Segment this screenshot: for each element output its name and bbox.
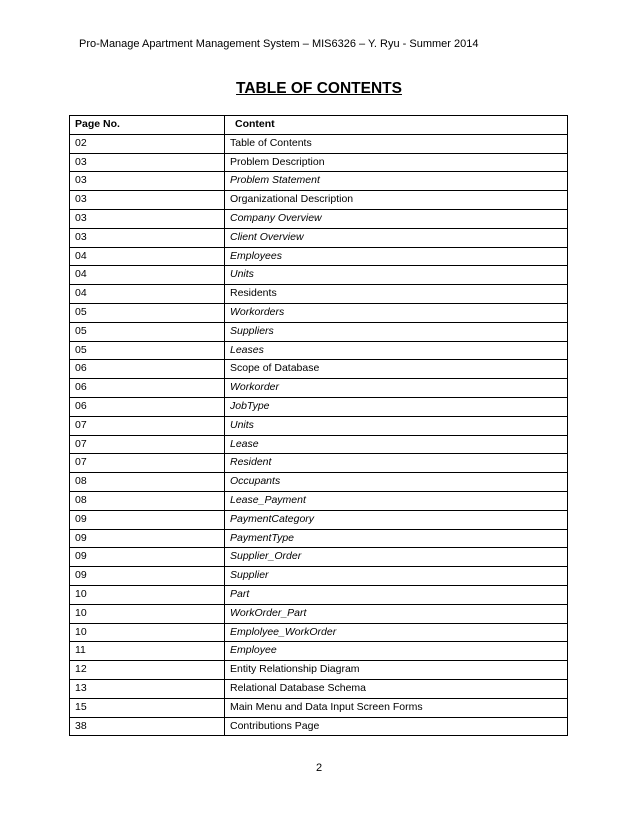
- page-number-cell: 38: [70, 717, 225, 736]
- document-header: Pro-Manage Apartment Management System – MIS6326 – Y. Ryu - Summer 2014: [79, 38, 479, 50]
- table-row: [70, 191, 568, 210]
- page-number-cell: 13: [70, 679, 225, 698]
- page-number-cell: 06: [70, 397, 225, 416]
- page-number-cell: 08: [70, 473, 225, 492]
- column-header-page: Page No.: [70, 116, 225, 135]
- table-row: [70, 360, 568, 379]
- page-number-cell: 03: [70, 172, 225, 191]
- page-number-cell: 09: [70, 510, 225, 529]
- content-cell: PaymentType: [225, 529, 568, 548]
- content-cell: WorkOrder_Part: [225, 604, 568, 623]
- table-row: [70, 473, 568, 492]
- content-cell: Company Overview: [225, 209, 568, 228]
- content-cell: Occupants: [225, 473, 568, 492]
- table-row: [70, 397, 568, 416]
- page-number-cell: 10: [70, 604, 225, 623]
- content-cell: Employees: [225, 247, 568, 266]
- content-cell: Problem Statement: [225, 172, 568, 191]
- content-cell: Main Menu and Data Input Screen Forms: [225, 698, 568, 717]
- content-cell: Part: [225, 585, 568, 604]
- content-cell: Workorders: [225, 303, 568, 322]
- table-row: [70, 172, 568, 191]
- content-cell: JobType: [225, 397, 568, 416]
- page-number-cell: 08: [70, 491, 225, 510]
- table-row: [70, 698, 568, 717]
- table-row: [70, 623, 568, 642]
- content-cell: Supplier_Order: [225, 548, 568, 567]
- table-row: [70, 322, 568, 341]
- table-row: [70, 510, 568, 529]
- page-number: 2: [315, 762, 323, 774]
- toc-table: [69, 115, 568, 736]
- content-cell: Entity Relationship Diagram: [225, 661, 568, 680]
- content-cell: Suppliers: [225, 322, 568, 341]
- page-number-cell: 02: [70, 134, 225, 153]
- table-row: [70, 717, 568, 736]
- table-row: [70, 585, 568, 604]
- page-number-cell: 09: [70, 567, 225, 586]
- content-cell: Contributions Page: [225, 717, 568, 736]
- table-row: [70, 679, 568, 698]
- table-row: [70, 642, 568, 661]
- content-cell: Emplolyee_WorkOrder: [225, 623, 568, 642]
- page-number-cell: 06: [70, 360, 225, 379]
- content-cell: Lease: [225, 435, 568, 454]
- page-number-cell: 07: [70, 435, 225, 454]
- table-row: [70, 228, 568, 247]
- content-cell: Relational Database Schema: [225, 679, 568, 698]
- content-cell: Organizational Description: [225, 191, 568, 210]
- table-row: [70, 567, 568, 586]
- page-number-cell: 03: [70, 228, 225, 247]
- page-number-cell: 11: [70, 642, 225, 661]
- table-row: [70, 529, 568, 548]
- table-row: [70, 661, 568, 680]
- table-row: [70, 134, 568, 153]
- page-number-cell: 15: [70, 698, 225, 717]
- content-cell: Workorder: [225, 379, 568, 398]
- content-cell: Employee: [225, 642, 568, 661]
- table-row: [70, 548, 568, 567]
- content-cell: Client Overview: [225, 228, 568, 247]
- page-number-cell: 05: [70, 303, 225, 322]
- page-title: TABLE OF CONTENTS: [236, 80, 402, 97]
- content-cell: Lease_Payment: [225, 491, 568, 510]
- page-number-cell: 05: [70, 341, 225, 360]
- table-row: [70, 435, 568, 454]
- content-cell: Resident: [225, 454, 568, 473]
- page-number-cell: 09: [70, 548, 225, 567]
- table-row: [70, 491, 568, 510]
- table-row: [70, 209, 568, 228]
- content-cell: Problem Description: [225, 153, 568, 172]
- table-row: [70, 341, 568, 360]
- content-cell: Scope of Database: [225, 360, 568, 379]
- page-number-cell: 04: [70, 266, 225, 285]
- content-cell: Table of Contents: [225, 134, 568, 153]
- table-row: [70, 247, 568, 266]
- page-number-cell: 07: [70, 416, 225, 435]
- table-row: [70, 454, 568, 473]
- page-number-cell: 10: [70, 585, 225, 604]
- page-number-cell: 05: [70, 322, 225, 341]
- page-number-cell: 03: [70, 191, 225, 210]
- content-cell: Units: [225, 266, 568, 285]
- page-number-cell: 03: [70, 153, 225, 172]
- toc-body: [70, 134, 568, 736]
- content-cell: PaymentCategory: [225, 510, 568, 529]
- table-row: [70, 604, 568, 623]
- table-row: [70, 285, 568, 304]
- content-cell: Supplier: [225, 567, 568, 586]
- content-cell: Units: [225, 416, 568, 435]
- table-row: [70, 153, 568, 172]
- table-row: [70, 379, 568, 398]
- table-header-row: [70, 116, 568, 135]
- table-row: [70, 303, 568, 322]
- table-row: [70, 266, 568, 285]
- page-number-cell: 10: [70, 623, 225, 642]
- page-number-cell: 04: [70, 285, 225, 304]
- page-number-cell: 03: [70, 209, 225, 228]
- page-number-cell: 04: [70, 247, 225, 266]
- page-number-cell: 06: [70, 379, 225, 398]
- page-number-cell: 12: [70, 661, 225, 680]
- table-row: [70, 416, 568, 435]
- content-cell: Residents: [225, 285, 568, 304]
- column-header-content: Content: [225, 116, 568, 135]
- content-cell: Leases: [225, 341, 568, 360]
- page-number-cell: 07: [70, 454, 225, 473]
- page-number-cell: 09: [70, 529, 225, 548]
